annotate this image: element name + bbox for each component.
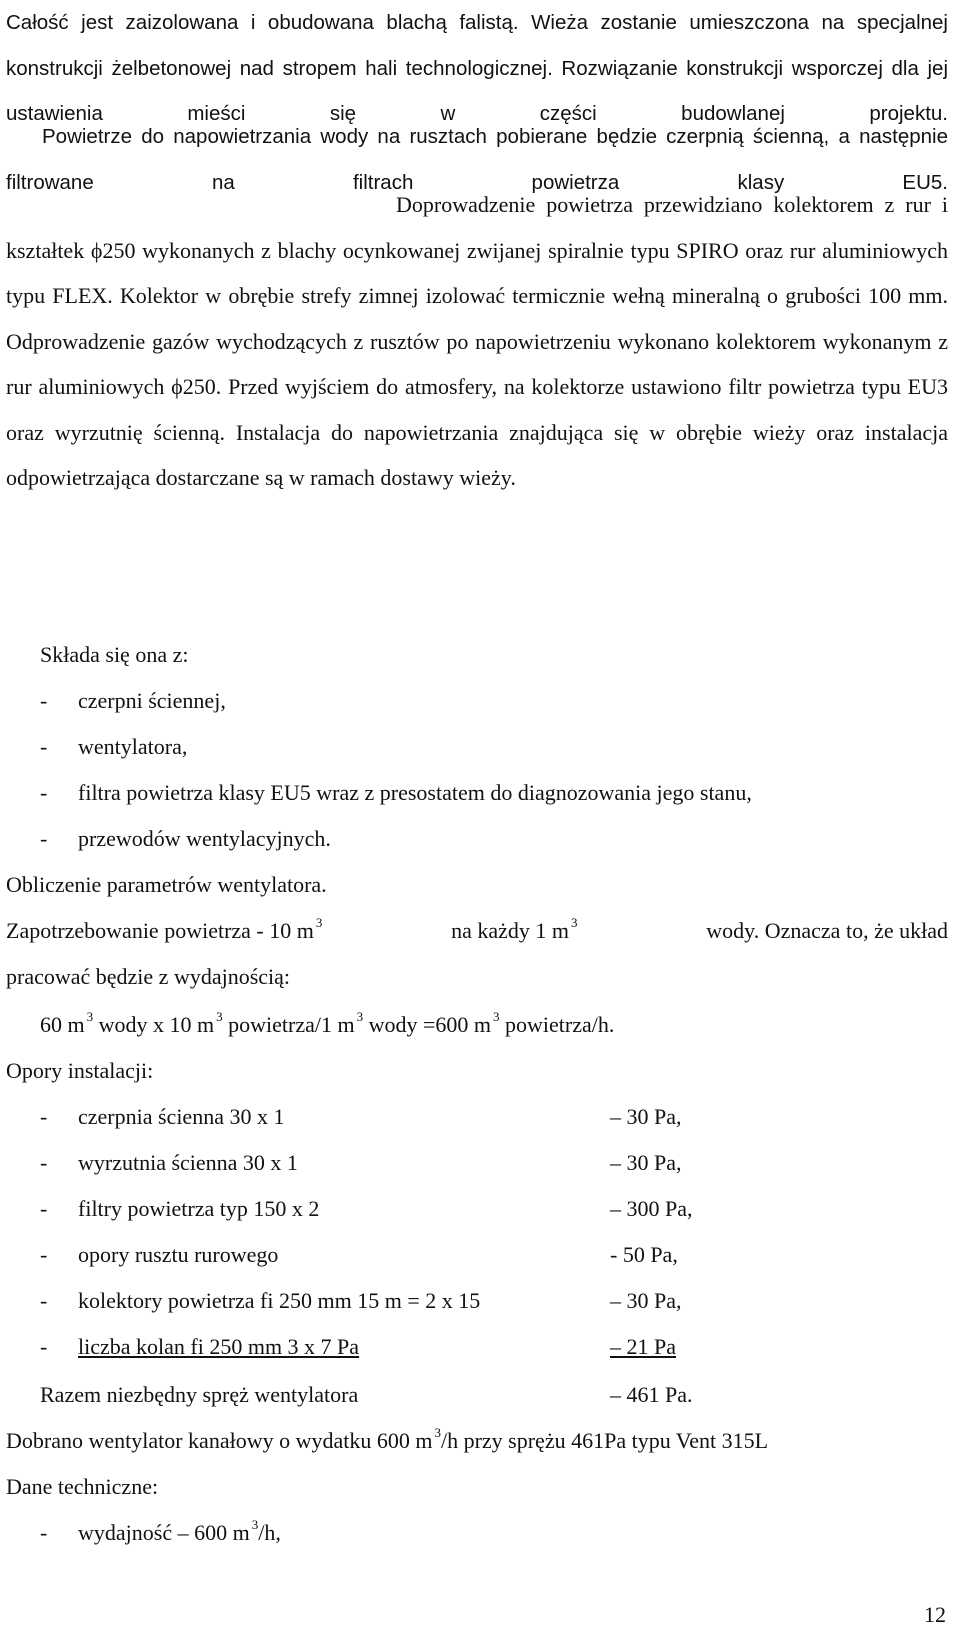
dash: -: [40, 1334, 48, 1359]
paragraph-tower-casing: Całość jest zaizolowana i obudowana blachą falistą. Wieża zostanie umieszczona na specjalnej konstrukcji żelbetonowej nad stropem hali technologicznej. Rozwiązanie konstrukcji wsporczej dla jej ustawienia mieści się w części budowlanej projektu.: [6, 11, 948, 125]
list-item: filtra powietrza klasy EU5 wraz z presostatem do diagnozowania jego stanu,: [78, 780, 752, 805]
calc-heading: Obliczenie parametrów wentylatora.: [6, 872, 327, 897]
dash: -: [40, 826, 48, 851]
dash: -: [40, 1520, 48, 1545]
demand-line-2: pracować będzie z wydajnością:: [6, 964, 291, 989]
dash: -: [40, 734, 48, 759]
demand-text-b: na każdy 1 m $^3$: [451, 915, 578, 943]
resistance-value: – 30 Pa,: [610, 1104, 682, 1129]
dash: -: [40, 688, 48, 713]
tech-heading: Dane techniczne:: [6, 1474, 159, 1499]
list-item: wentylatora,: [78, 734, 188, 759]
fan-capacity: wydajność – 600 m $^3$/h,: [78, 1517, 281, 1545]
demand-text-c: wody. Oznacza to, że układ: [706, 918, 948, 943]
paragraph-air-supply-text: Doprowadzenie powietrza przewidziano kolektorem z rur i kształtek ϕ250 wykonanych z blachy ocynkowanej zwijanej spiralnie typu SPIRO oraz rur aluminiowych typu FLEX. Kolektor w obrębie strefy zimnej izolować termicznie wełną mineralną o grubości 100 mm. Odprowadzenie gazów wychodzących z rusztów po napowietrzeniu wykonano kolektorem wykonanym z rur aluminiowych ϕ250. Przed wyjściem do atmosfery, na kolektorze ustawiono filtr powietrza typu EU3 oraz wyrzutnię ścienną. Instalacja do napowietrzania znajdująca się w obrębie wieży oraz instalacja odpowietrzająca dostarczane są w ramach dostawy wieży.: [6, 192, 948, 490]
dash: -: [40, 1150, 48, 1175]
resistance-total-label: Razem niezbędny spręż wentylatora: [40, 1382, 359, 1407]
paragraph-air-intake: Powietrze do napowietrzania wody na rusztach pobierane będzie czerpnią ścienną, a następnie filtrowane na filtrach powietrza klasy EU5.: [6, 125, 948, 194]
resistance-heading: Opory instalacji:: [6, 1058, 154, 1083]
dash: -: [40, 1196, 48, 1221]
dash: -: [40, 1242, 48, 1267]
demand-line: [6, 916, 948, 949]
flow-formula: 60 m $^3$ wody x 10 m $^3$ powietrza/1 m $^3$ wody =600 m $^3$ powietrza/h.: [40, 1009, 615, 1037]
resistance-label: kolektory powietrza fi 250 mm 15 m = 2 x 15: [78, 1288, 481, 1313]
list-item: czerpni ściennej,: [78, 688, 226, 713]
fan-selected: Dobrano wentylator kanałowy o wydatku 600 m $^3$/h przy sprężu 461Pa typu Vent 315L: [6, 1425, 769, 1453]
dash: -: [40, 780, 48, 805]
resistance-value: – 300 Pa,: [610, 1196, 693, 1221]
resistance-value: - 50 Pa,: [610, 1242, 678, 1267]
resistance-value: – 21 Pa: [610, 1334, 676, 1359]
dash: -: [40, 1104, 48, 1129]
resistance-value: – 30 Pa,: [610, 1150, 682, 1175]
composition-intro: Składa się ona z:: [40, 642, 189, 667]
resistance-label: opory rusztu rurowego: [78, 1242, 279, 1267]
resistance-value: – 30 Pa,: [610, 1288, 682, 1313]
demand-text-a: Zapotrzebowanie powietrza - 10 m $^3$: [6, 915, 323, 943]
resistance-label: czerpnia ścienna 30 x 1: [78, 1104, 285, 1129]
resistance-total-value: – 461 Pa.: [610, 1382, 693, 1407]
resistance-label: wyrzutnia ścienna 30 x 1: [78, 1150, 298, 1175]
resistance-label: filtry powietrza typ 150 x 2: [78, 1196, 320, 1221]
list-item: przewodów wentylacyjnych.: [78, 826, 331, 851]
dash: -: [40, 1288, 48, 1313]
paragraph-air-supply: [6, 182, 948, 501]
resistance-label: liczba kolan fi 250 mm 3 x 7 Pa: [78, 1334, 360, 1359]
page-number: 12: [924, 1602, 946, 1627]
